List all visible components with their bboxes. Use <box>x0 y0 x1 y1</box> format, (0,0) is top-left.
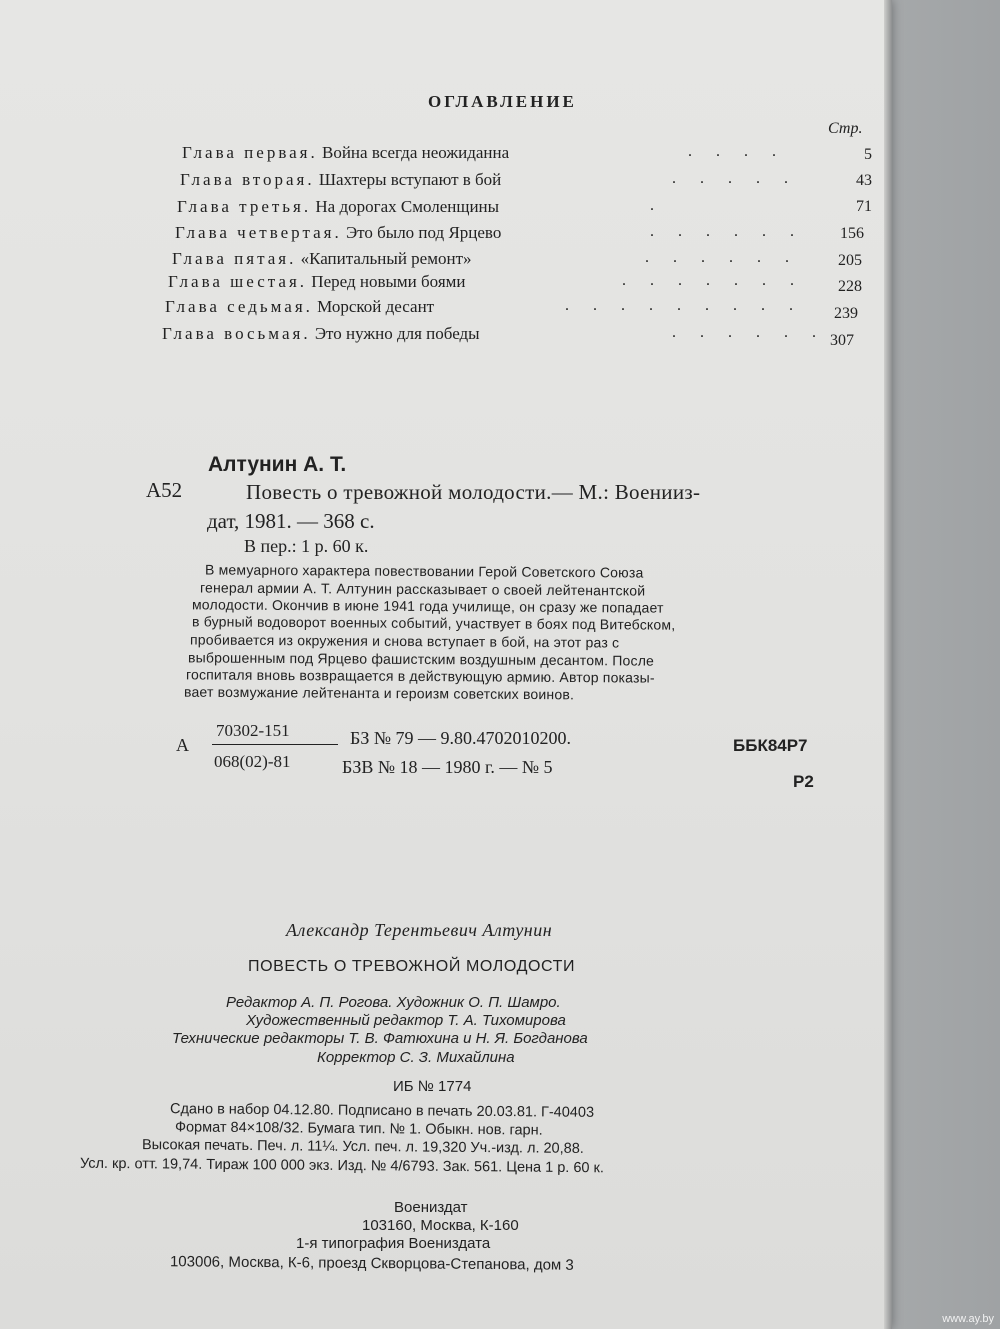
toc-leader-dots: . . . . . . <box>672 324 826 341</box>
catalog-annotation-line: госпиталя вновь возвращается в действующую армию. Автор показы- <box>185 666 655 686</box>
toc-chapter: Глава третья. <box>177 197 312 216</box>
catalog-annotation-line: генерал армии А. Т. Алтунин рассказывает о своей лейтенантской <box>199 579 646 599</box>
page-edge <box>884 0 892 1329</box>
catalog-code: А52 <box>146 478 183 502</box>
toc-chapter: Глава четвертая. <box>175 223 342 242</box>
catalog-author: Алтунин А. Т. <box>208 453 347 476</box>
imprint-tech-line: Высокая печать. Печ. л. 11¼. Усл. печ. л. 19,320 Уч.-изд. л. 20,88. <box>141 1137 584 1157</box>
catalog-numerator: 70302-151 <box>216 721 290 740</box>
toc-chapter-title: На дорогах Смоленщины <box>315 197 500 216</box>
imprint-book-title: ПОВЕСТЬ О ТРЕВОЖНОЙ МОЛОДОСТИ <box>248 958 576 975</box>
imprint-credit: Художественный редактор Т. А. Тихомирова <box>246 1012 566 1029</box>
toc-chapter-title: Это было под Ярцево <box>345 223 502 242</box>
toc-chapter-title: Война всегда неожиданна <box>322 143 510 162</box>
imprint-publisher-line: 103160, Москва, К-160 <box>362 1217 519 1234</box>
toc-chapter: Глава седьмая. <box>165 297 313 316</box>
fraction-line <box>212 744 338 745</box>
toc-page-number: 239 <box>834 305 858 322</box>
catalog-annotation-line: В мемуарного характера повествовании Герой Советского Союза <box>204 561 644 581</box>
toc-leader-dots: . . . . <box>688 143 786 160</box>
toc-leader-dots: . . . . . <box>672 170 798 187</box>
imprint-author: Александр Терентьевич Алтунин <box>286 920 553 940</box>
toc-entry <box>180 170 501 192</box>
imprint-publisher-line: 103006, Москва, К-6, проезд Скворцова-Степанова, дом 3 <box>169 1253 574 1274</box>
toc-entry <box>175 223 501 245</box>
catalog-title-line: дат, 1981. — 368 с. <box>207 509 375 533</box>
toc-leader-dots: . . . . . . <box>645 249 799 266</box>
toc-chapter: Глава восьмая. <box>162 324 311 343</box>
imprint-credit-line <box>317 1049 515 1066</box>
toc-leader-dots: . . . . . . . . . <box>565 297 803 314</box>
toc-chapter: Глава вторая. <box>180 170 315 189</box>
toc-entry <box>162 324 480 346</box>
toc-entry <box>172 249 472 271</box>
imprint-publisher-line: Воениздат <box>394 1199 468 1216</box>
imprint-credit-line <box>226 994 561 1011</box>
imprint-tech-line: Усл. кр. отт. 19,74. Тираж 100 000 экз. Изд. № 4/6793. Зак. 561. Цена 1 р. 60 к. <box>79 1155 604 1177</box>
imprint-credit-line <box>172 1030 588 1047</box>
toc-leader-dots: . . . . . . . <box>622 272 804 289</box>
imprint-credit: Корректор С. З. Михайлина <box>317 1049 515 1066</box>
toc-page-number: 228 <box>838 278 862 295</box>
toc-chapter: Глава шестая. <box>168 272 308 291</box>
toc-entry <box>165 297 434 319</box>
catalog-title-line: Повесть о тревожной молодости.— М.: Военииз- <box>246 480 701 504</box>
catalog-bbk: ББК84Р7 <box>733 736 808 755</box>
catalog-annotation-line: в бурный водоворот военных событий, участвует в боях под Витебском, <box>191 613 676 633</box>
toc-entry <box>182 143 509 165</box>
toc-chapter-title: Это нужно для победы <box>314 324 480 343</box>
imprint-publisher-line: 1-я типография Воениздата <box>296 1235 491 1252</box>
catalog-annotation-line: молодости. Окончив в июне 1941 года училище, он сразу же попадает <box>191 596 664 616</box>
toc-page-number: 205 <box>838 252 862 269</box>
toc-leader-dots: . . . . . . <box>650 223 804 240</box>
catalog-bz-line: БЗ № 79 — 9.80.4702010200. <box>350 728 572 748</box>
catalog-annotation-line: пробивается из окружения и снова вступает в бой, на этот раз с <box>189 631 620 651</box>
toc-page-number: 5 <box>864 146 872 163</box>
toc-entry <box>168 272 466 294</box>
toc-page-number: 307 <box>830 332 854 349</box>
catalog-denominator: 068(02)-81 <box>214 752 291 771</box>
toc-page-number: 43 <box>856 172 872 189</box>
imprint-ib: ИБ № 1774 <box>393 1078 472 1095</box>
catalog-index-letter: А <box>176 735 189 755</box>
toc-leader-dots: . <box>650 197 664 214</box>
imprint-credit-line <box>246 1012 566 1029</box>
toc-entry <box>177 197 499 219</box>
imprint-tech-line: Сдано в набор 04.12.80. Подписано в печать 20.03.81. Г-40403 <box>169 1101 595 1121</box>
toc-chapter-title: Шахтеры вступают в бой <box>318 170 502 189</box>
toc-chapter-title: Перед новыми боями <box>311 272 466 291</box>
watermark: www.ay.by <box>942 1313 994 1325</box>
catalog-price: В пер.: 1 р. 60 к. <box>244 536 369 556</box>
catalog-annotation-line: вает возмужание лейтенанта и героизм советских воинов. <box>183 683 575 703</box>
toc-chapter: Глава пятая. <box>172 249 297 268</box>
toc-chapter-title: «Капитальный ремонт» <box>300 249 472 268</box>
toc-title: ОГЛАВЛЕНИЕ <box>428 92 577 111</box>
toc-page-number: 156 <box>840 225 864 242</box>
imprint-credit: Технические редакторы Т. В. Фатюхина и Н. Я. Богданова <box>172 1030 588 1047</box>
catalog-r2: Р2 <box>793 772 814 791</box>
toc-chapter: Глава первая. <box>182 143 318 162</box>
catalog-annotation-line: выброшенным под Ярцево фашистским воздушным десантом. После <box>187 649 655 669</box>
imprint-credit: Редактор А. П. Рогова. Художник О. П. Шамро. <box>226 994 561 1011</box>
toc-page-column-label: Стр. <box>828 120 863 137</box>
imprint-tech-line: Формат 84×108/32. Бумага тип. № 1. Обыкн. нов. гарн. <box>174 1119 543 1139</box>
toc-chapter-title: Морской десант <box>317 297 435 316</box>
catalog-bzv-line: БЗВ № 18 — 1980 г. — № 5 <box>342 757 553 777</box>
toc-page-number: 71 <box>856 198 872 215</box>
